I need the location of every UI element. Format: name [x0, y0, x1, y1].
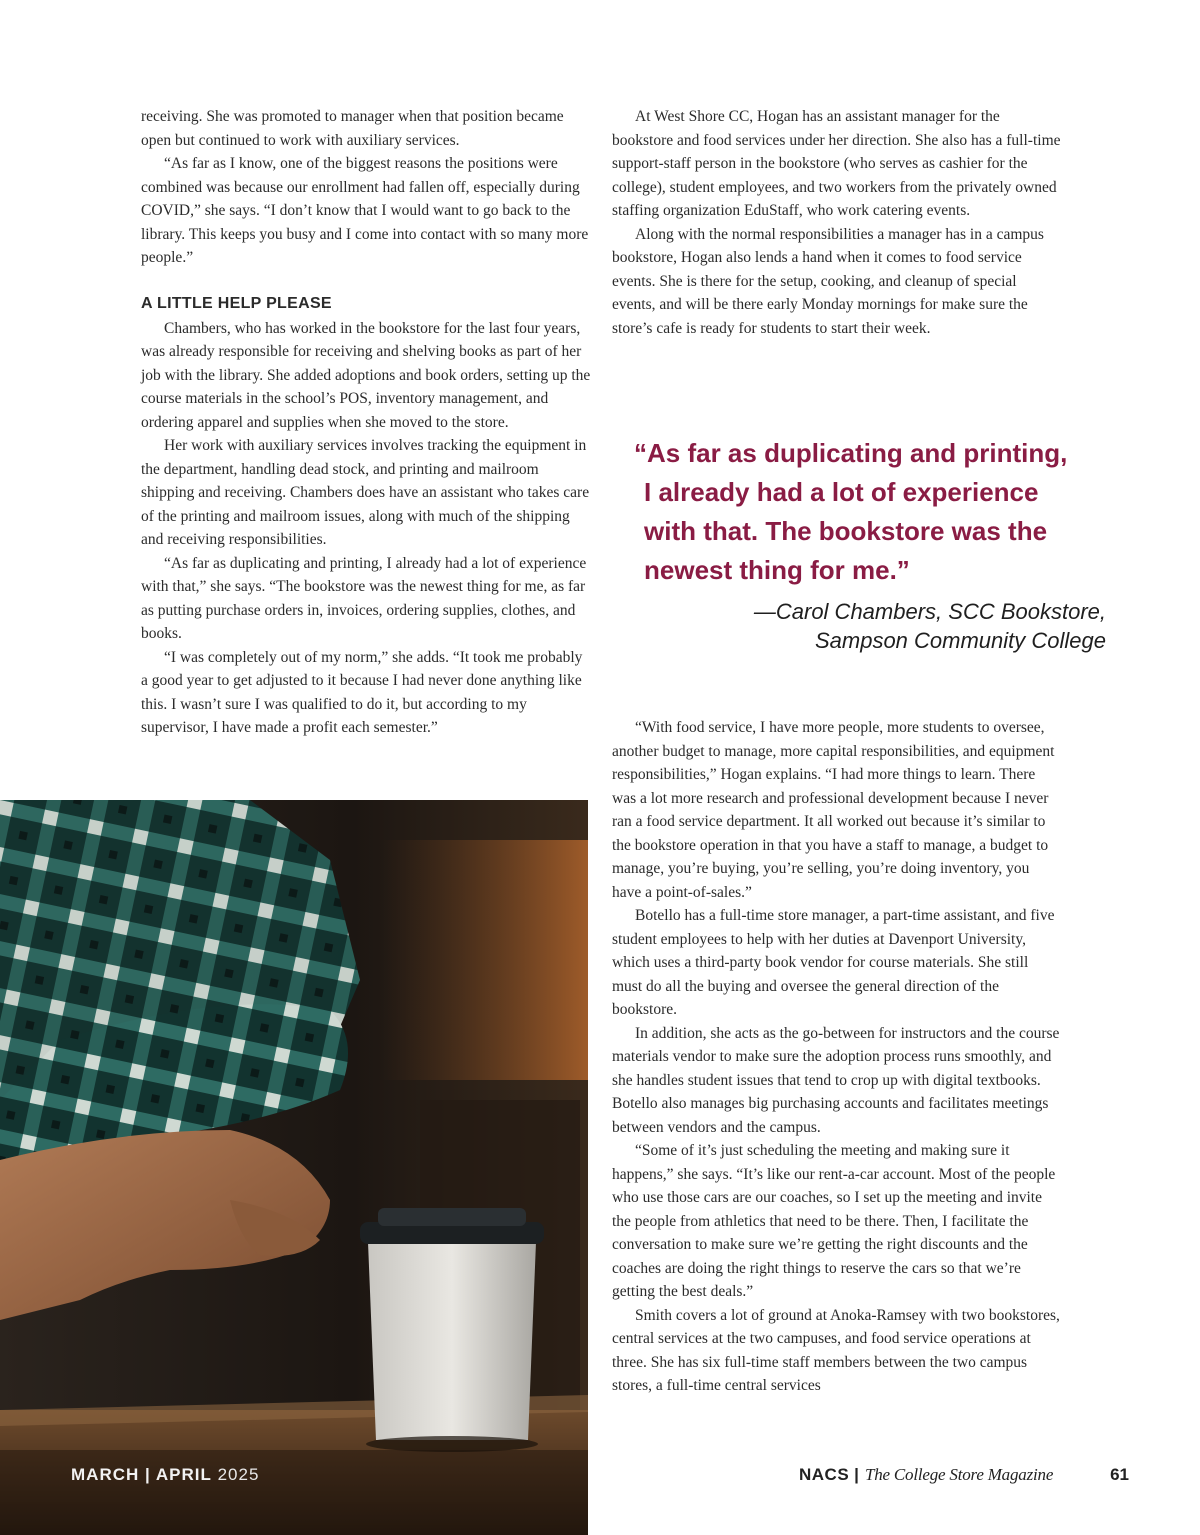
body-paragraph: Chambers, who has worked in the bookstore for the last four years, was already responsible for receiving and shelving books as part of her job with the library. She added adoptions and book orders, setting up the course materials in the school’s POS, inventory management, and ordering apparel and supplies when she moved to the store.: [141, 319, 591, 431]
body-paragraph: In addition, she acts as the go-between for instructors and the course materials vendor to make sure the adoption process runs smoothly, and she handles student issues that tend to crop up with digital textbooks. Botello also manages big purchasing accounts and facilitates meetings between vendors and the campus.: [612, 1024, 1060, 1136]
body-paragraph: “As far as I know, one of the biggest reasons the positions were combined was because our enrollment had fallen off, especially during COVID,” she says. “I don’t know that I would want to go back to the library. This keeps you busy and I come into contact with so many more people.”: [141, 155, 589, 266]
pull-quote-line: “As far as duplicating and printing,: [634, 438, 1068, 468]
body-paragraph: Smith covers a lot of ground at Anoka-Ramsey with two bookstores, central services at the two campuses, and food service operations at three. She has six full-time staff members between the two campus stores, a full-time central services: [612, 1306, 1060, 1394]
issue-month: MARCH | APRIL: [71, 1465, 212, 1484]
pull-quote-line: newest thing for me.”: [644, 555, 910, 585]
magazine-title: The College Store Magazine: [864, 1465, 1054, 1484]
body-paragraph: Botello has a full-time store manager, a part-time assistant, and five student employees to help with her duties at Davenport University, which uses a third-party book vendor for course materials. She still must do all the buying and oversee the general direction of the bookstore.: [612, 907, 1055, 1018]
right-column-top: [612, 105, 1062, 340]
pull-quote: [634, 434, 1104, 590]
body-paragraph: receiving. She was promoted to manager when that position became open but continued to work with auxiliary services.: [141, 108, 564, 149]
left-column: [141, 105, 593, 740]
body-paragraph: “As far as duplicating and printing, I already had a lot of experience with that,” she says. “The bookstore was the newest thing for me, as far as putting purchase orders in, invoices, ordering supplies, clothes, and books.: [141, 554, 587, 642]
body-paragraph: “I was completely out of my norm,” she adds. “It took me probably a good year to get adjusted to it because I had never done anything like this. I wasn’t sure I was qualified to do it, but according to my supervisor, I have made a profit each semester.”: [141, 648, 583, 736]
body-paragraph: Along with the normal responsibilities a manager has in a campus bookstore, Hogan also lends a hand when it comes to food service events. She is there for the setup, cooking, and cleanup of special events, and will be there early Monday mornings for make sure the store’s cafe is ready for students to start their week.: [612, 225, 1044, 337]
page-number: 61: [1110, 1465, 1129, 1484]
body-paragraph: Her work with auxiliary services involves tracking the equipment in the department, handling dead stock, and printing and mailroom shipping and receiving. Chambers does have an assistant who takes care of the printing and mailroom issues, along with much of the shipping and receiving responsibilities.: [141, 437, 590, 548]
photo-coffee-cup: [0, 800, 588, 1535]
running-footer: [799, 1465, 1129, 1485]
pull-quote-attribution: [634, 597, 1106, 655]
issue-date: [71, 1465, 259, 1485]
pull-quote-line: I already had a lot of experience: [644, 477, 1039, 507]
attribution-line: Sampson Community College: [814, 628, 1106, 653]
body-paragraph: “With food service, I have more people, more students to oversee, another budget to manage, more capital responsibilities, and equipment responsibilities,” Hogan explains. “I had more things to learn. There was a lot more research and professional development because I never ran a food service department. It all worked out because it’s similar to the bookstore operation in that you have a staff to manage, a budget to manage, you’re buying, you’re selling, you’re doing inventory, you have a point-of-sales.”: [612, 719, 1055, 901]
pull-quote-line: with that. The bookstore was the: [644, 516, 1048, 546]
section-subhead: A LITTLE HELP PLEASE: [141, 294, 332, 312]
footer-separator: |: [854, 1465, 859, 1484]
right-column-bottom: [612, 716, 1062, 1398]
brand-name: NACS: [799, 1465, 850, 1484]
issue-year: 2025: [217, 1465, 260, 1484]
attribution-line: —Carol Chambers, SCC Bookstore,: [753, 599, 1106, 624]
body-paragraph: “Some of it’s just scheduling the meeting and making sure it happens,” she says. “It’s like our rent-a-car account. Most of the people who use those cars are our coaches, so I set up the meeting and invite the people from athletics that need to be there. Then, I facilitate the conversation to make sure we’re getting the right discounts and the coaches are doing the right things to reserve the cars so that we’re getting the best deals.”: [612, 1142, 1056, 1300]
body-paragraph: At West Shore CC, Hogan has an assistant manager for the bookstore and food services under her direction. She also has a full-time support-staff person in the bookstore (who serves as cashier for the college), student employees, and two workers from the privately owned staffing organization EduStaff, who work catering events.: [612, 108, 1061, 219]
